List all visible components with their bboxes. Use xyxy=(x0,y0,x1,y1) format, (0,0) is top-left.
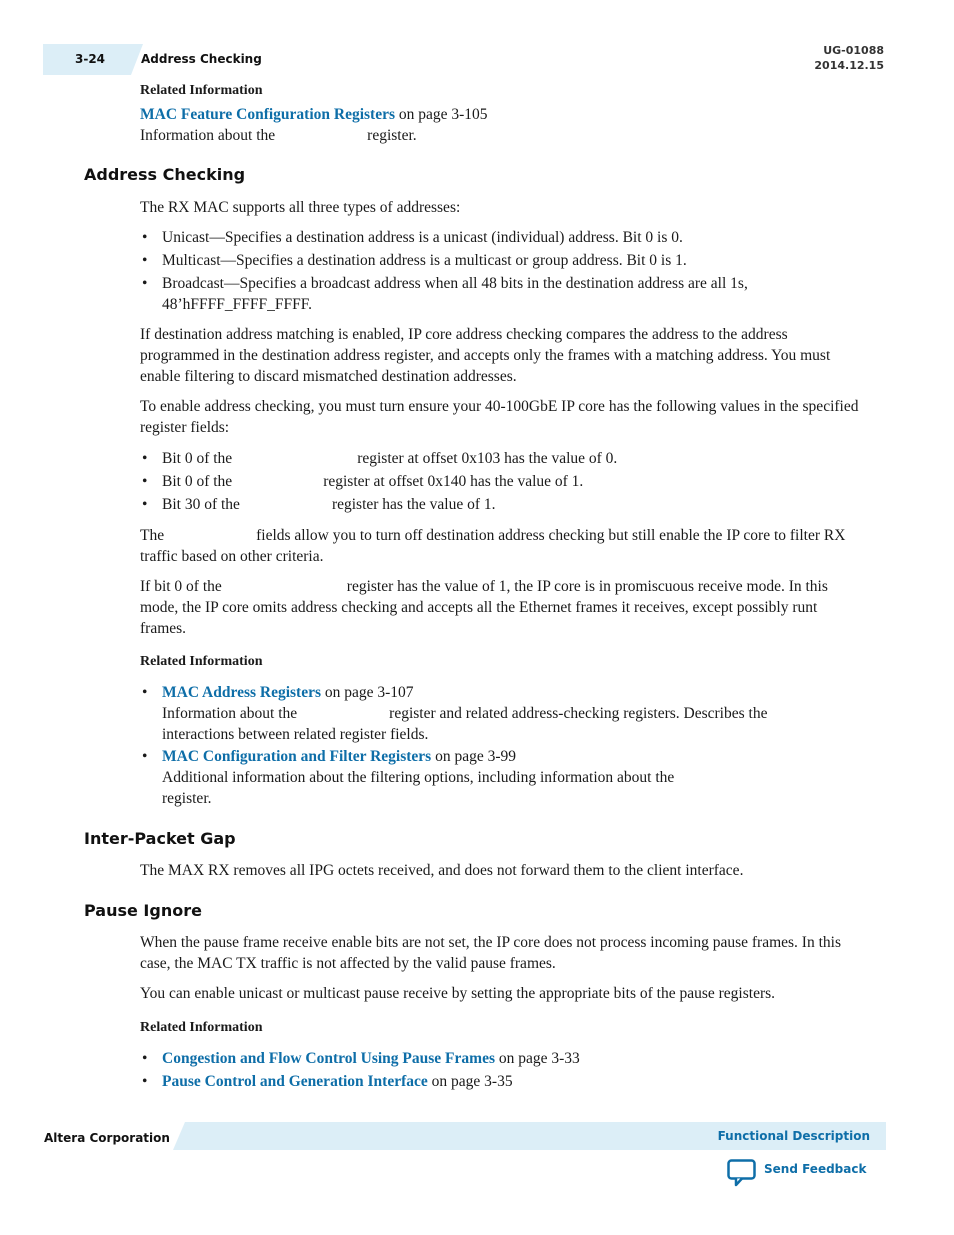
link-mac-address-registers[interactable]: MAC Address Registers xyxy=(162,684,322,701)
related-info-entry xyxy=(140,104,875,146)
section-heading-address-checking: Address Checking xyxy=(84,165,246,184)
list-item: • Unicast—Specifies a destination address is a unicast (individual) address. Bit 0 is 0. xyxy=(142,229,683,246)
page-reference: on page 3-105 xyxy=(395,106,488,123)
list-item: • Bit 30 of the register has the value of 1. xyxy=(142,496,496,513)
list-item: • Multicast—Specifies a destination address is a multicast or group address. Bit 0 is 1. xyxy=(142,252,687,269)
page-number: 3-24 xyxy=(75,52,106,66)
paragraph: If bit 0 of the register has the value of 1, the IP core is in promiscuous receive mode. In this mode, the IP core omits address checking and accepts all the Ethernet frames it receives, except possibly runt frames. xyxy=(140,578,828,637)
list-item: • Congestion and Flow Control Using Pause Frames on page 3-33 xyxy=(142,1050,580,1067)
related-info-heading: Related Information xyxy=(140,83,263,98)
paragraph: The MAX RX removes all IPG octets received, and does not forward them to the client interface. xyxy=(140,862,744,879)
speech-bubble-icon[interactable] xyxy=(727,1159,757,1187)
header-section-title: Address Checking xyxy=(141,52,262,66)
link-congestion-flow-control[interactable]: Congestion and Flow Control Using Pause Frames xyxy=(162,1050,495,1067)
header-doc-info xyxy=(814,43,884,73)
list-item: • MAC Configuration and Filter Registers on page 3-99 Additional information about the filtering options, including information about the register. xyxy=(142,748,675,807)
send-feedback-link[interactable]: Send Feedback xyxy=(764,1162,867,1176)
footer-company: Altera Corporation xyxy=(44,1131,170,1145)
paragraph: When the pause frame receive enable bits are not set, the IP core does not process incoming pause frames. In this case, the MAC TX traffic is not affected by the valid pause frames. xyxy=(140,934,841,972)
section-heading-inter-packet-gap: Inter-Packet Gap xyxy=(84,829,236,848)
paragraph: You can enable unicast or multicast pause receive by setting the appropriate bits of the pause registers. xyxy=(140,985,776,1002)
section-heading-pause-ignore: Pause Ignore xyxy=(84,901,202,920)
link-pause-control-generation[interactable]: Pause Control and Generation Interface xyxy=(162,1073,428,1090)
doc-date: 2014.12.15 xyxy=(814,59,884,72)
list-item: • Pause Control and Generation Interface on page 3-35 xyxy=(142,1073,513,1090)
paragraph: The fields allow you to turn off destination address checking but still enable the IP core to filter RX traffic based on other criteria. xyxy=(140,527,846,565)
paragraph: If destination address matching is enabled, IP core address checking compares the address to the address programmed in the destination address register, and accepts only the frames with a matching address. You must enable filtering to discard mismatched destination addresses. xyxy=(140,326,831,385)
list-item: • Bit 0 of the register at offset 0x103 has the value of 0. xyxy=(142,450,618,467)
link-mac-config-filter-registers[interactable]: MAC Configuration and Filter Registers xyxy=(162,748,432,765)
paragraph: To enable address checking, you must turn ensure your 40-100GbE IP core has the following values in the specified register fields: xyxy=(140,398,859,436)
link-description: Information about the xyxy=(140,127,276,144)
link-mac-feature-config-registers[interactable]: MAC Feature Configuration Registers xyxy=(140,106,395,123)
link-description-end: register. xyxy=(367,127,417,144)
related-info-heading: Related Information xyxy=(140,1020,263,1035)
footer-chapter-link[interactable]: Functional Description xyxy=(717,1129,870,1143)
list-item: • MAC Address Registers on page 3-107 Information about the register and related address-checking registers. Describes the interactions between related register fields. xyxy=(142,684,768,743)
list-item: • Broadcast—Specifies a broadcast address when all 48 bits in the destination address are all 1s, 48’hFFFF_FFFF_FFFF. xyxy=(142,275,748,313)
list-item: • Bit 0 of the register at offset 0x140 has the value of 1. xyxy=(142,473,584,490)
related-info-heading: Related Information xyxy=(140,654,263,669)
paragraph: The RX MAC supports all three types of addresses: xyxy=(140,199,461,216)
doc-id: UG-01088 xyxy=(823,44,884,57)
